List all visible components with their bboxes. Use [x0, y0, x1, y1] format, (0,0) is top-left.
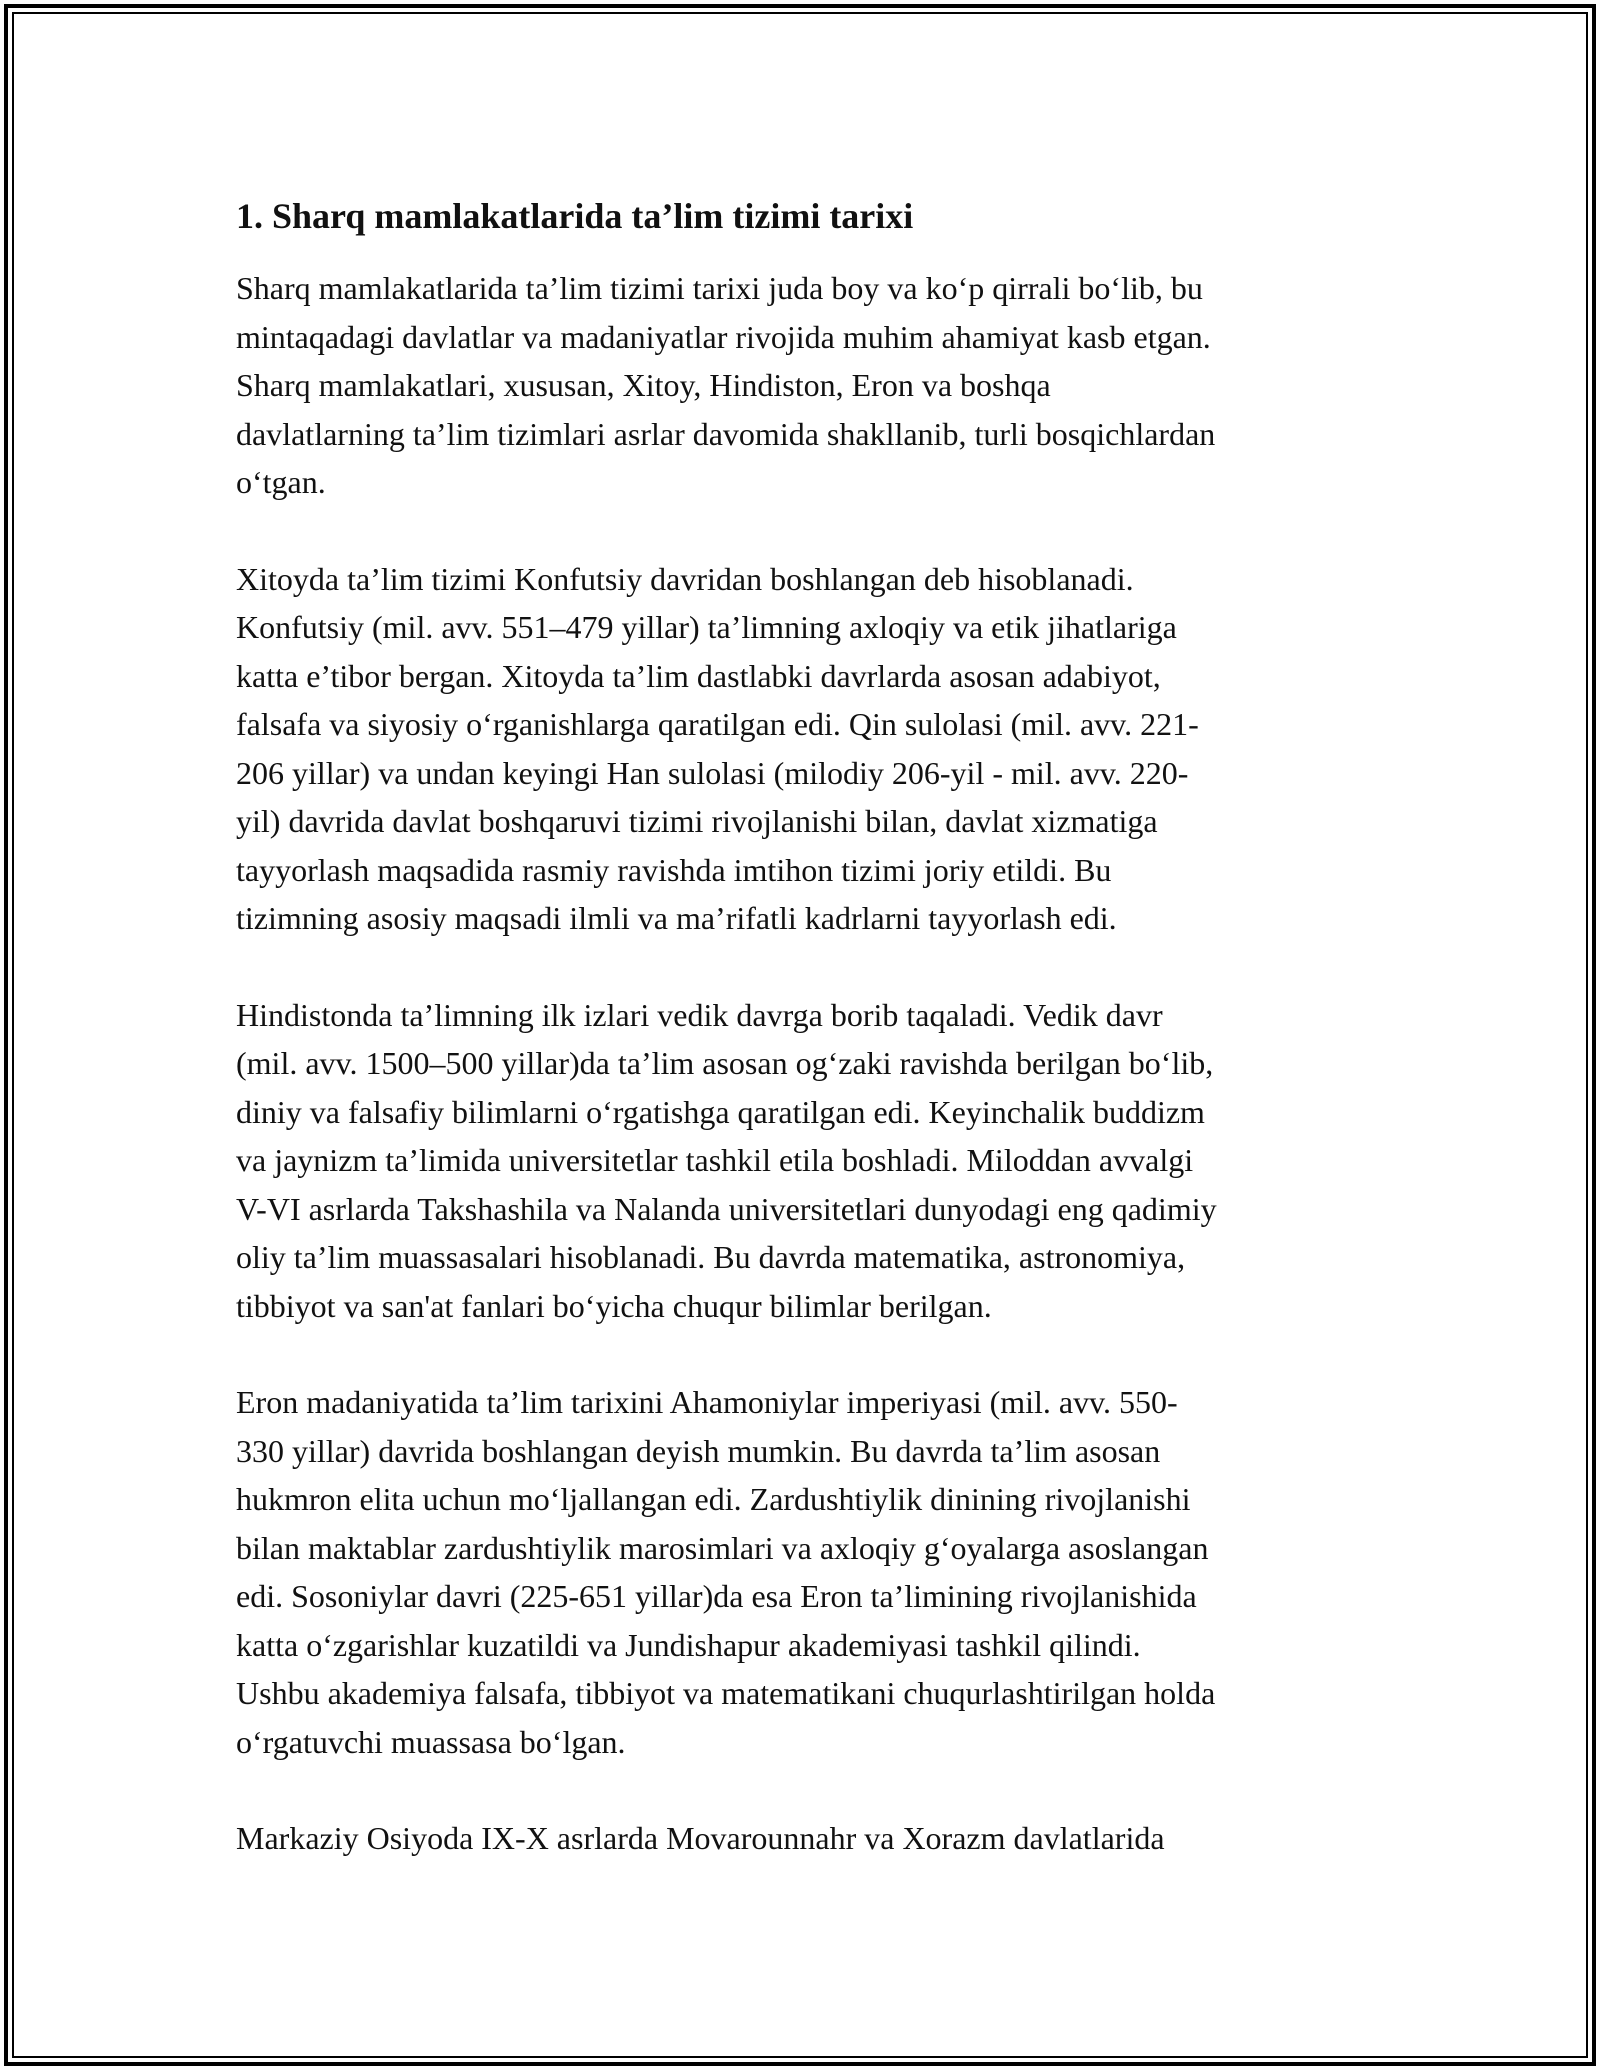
- paragraph-central-asia: Markaziy Osiyoda IX-X asrlarda Movarounnahr va Xorazm davlatlarida: [236, 1820, 1165, 1856]
- paragraph-intro: Sharq mamlakatlarida ta’lim tizimi tarixi juda boy va ko‘p qirrali bo‘lib, bu mintaqadagi davlatlar va madaniyatlar rivojida muhim ahamiyat kasb etgan. Sharq mamlakatlari, xususan, Xitoy, Hindiston, Eron va boshqa davlatlarning ta’lim tizimlari asrlar davomida shakllanib, turli bosqichlardan o‘tgan.: [236, 270, 1216, 500]
- paragraph-india: Hindistonda ta’limning ilk izlari vedik davrga borib taqaladi. Vedik davr (mil. avv. 1500–500 yillar)da ta’lim asosan og‘zaki ravishda berilgan bo‘lib, diniy va falsafiy bilimlarni o‘rgatishga qaratilgan edi. Keyinchalik buddizm va jaynizm ta’limida universitetlar tashkil etila boshladi. Miloddan avvalgi V-VI asrlarda Takshashila va Nalanda universitetlari dunyodagi eng qadimiy oliy ta’lim muassasalari hisoblanadi. Bu davrda matematika, astronomiya, tibbiyot va san'at fanlari bo‘yicha chuqur bilimlar berilgan.: [236, 996, 1217, 1324]
- paragraph-china: Xitoyda ta’lim tizimi Konfutsiy davridan boshlangan deb hisoblanadi. Konfutsiy (mil. avv. 551–479 yillar) ta’limning axloqiy va etik jihatlariga katta e’tibor bergan. Xitoyda ta’lim dastlabki davrlarda asosan adabiyot, falsafa va siyosiy o‘rganishlarga qaratilgan edi. Qin sulolasi (mil. avv. 221- 206 yillar) va undan keyingi Han sulolasi (milodiy 206-yil - mil. avv. 220- yil) davrida davlat boshqaruvi tizimi rivojlanishi bilan, davlat xizmatiga tayyorlash maqsadida rasmiy ravishda imtihon tizimi joriy etildi. Bu tizimning asosiy maqsadi ilmli va ma’rifatli kadrlarni tayyorlash edi.: [236, 560, 1199, 936]
- section-heading: 1. Sharq mamlakatlarida ta’lim tizimi tarixi: [236, 196, 914, 236]
- paragraph-iran: Eron madaniyatida ta’lim tarixini Ahamoniylar imperiyasi (mil. avv. 550- 330 yillar) davrida boshlangan deyish mumkin. Bu davrda ta’lim asosan hukmron elita uchun mo‘ljallangan edi. Zardushtiylik dinining rivojlanishi bilan maktablar zardushtiylik marosimlari va axloqiy g‘oyalarga asoslangan edi. Sosoniylar davri (225-651 yillar)da esa Eron ta’limining rivojlanishida katta o‘zgarishlar kuzatildi va Jundishapur akademiyasi tashkil qilindi. Ushbu akademiya falsafa, tibbiyot va matematikani chuqurlashtirilgan holda o‘rgatuvchi muassasa bo‘lgan.: [236, 1384, 1216, 1760]
- document-body: [236, 188, 1376, 1911]
